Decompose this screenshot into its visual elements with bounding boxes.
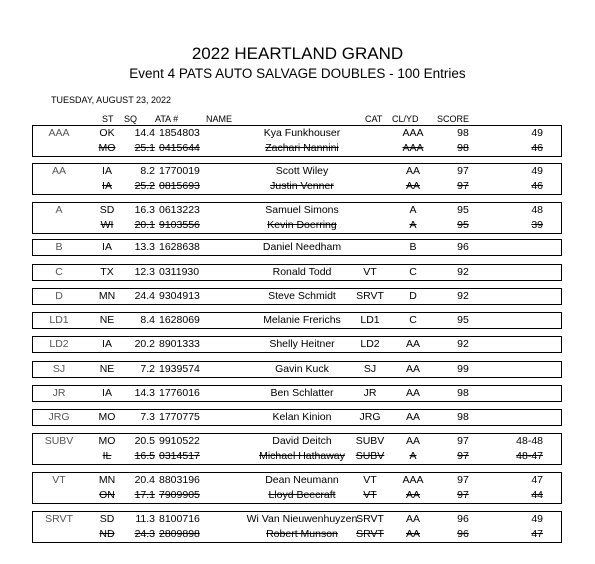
cell-pts: 39: [531, 219, 543, 231]
cell-clyd: AA: [405, 165, 420, 177]
cell-name: Wi Van Nieuwenhuyzen: [246, 513, 358, 525]
cell-clyd: AA: [405, 513, 420, 525]
cell-st: WI: [100, 219, 114, 231]
table-row: [33, 289, 561, 304]
class-group-subv: [32, 433, 562, 465]
cell-cat: LD1: [360, 314, 380, 326]
cell-name: Kya Funkhouser: [263, 127, 341, 139]
cell-ata: 9910522: [159, 435, 200, 447]
table-row: [33, 488, 561, 503]
cell-clyd: A: [409, 450, 417, 462]
cell-cat: SJ: [363, 363, 377, 375]
table-row: [33, 473, 561, 488]
header-clyd: CL/YD: [392, 114, 419, 124]
cell-pts: 49: [531, 127, 543, 139]
class-label: VT: [52, 474, 66, 486]
cell-name: Samuel Simons: [265, 204, 339, 216]
cell-sq: 20.2: [134, 338, 155, 350]
table-row: [33, 512, 561, 527]
cell-ata: 0311930: [159, 266, 200, 278]
cell-ata: 0415644: [159, 142, 200, 154]
cell-ata: 0613223: [159, 204, 200, 216]
event-subtitle: Event 4 PATS AUTO SALVAGE DOUBLES - 100 Entries: [129, 66, 466, 81]
cell-pts: 48-48: [516, 435, 543, 447]
cell-clyd: AAA: [402, 142, 424, 154]
class-group-jrg: [32, 409, 562, 426]
cell-ata: 1770775: [159, 411, 200, 423]
cell-sq: 20.1: [134, 219, 155, 231]
cell-clyd: AA: [405, 338, 420, 350]
cell-ata: 1776016: [159, 387, 200, 399]
class-group-ld2: [32, 336, 562, 353]
table-row: [33, 337, 561, 352]
cell-cat: SRVT: [356, 290, 384, 302]
table-row: [33, 203, 561, 218]
cell-cat: VT: [363, 266, 377, 278]
class-group-jr: [32, 385, 562, 402]
cell-score: 96: [457, 241, 469, 253]
cell-score: 95: [457, 219, 469, 231]
cell-name: Zachari Nannini: [265, 142, 339, 154]
cell-st: IA: [102, 165, 112, 177]
cell-st: SD: [99, 204, 115, 216]
cell-st: MO: [98, 142, 116, 154]
cell-clyd: C: [409, 266, 417, 278]
class-group-aaa: [32, 125, 562, 157]
cell-ata: 0815693: [159, 180, 200, 192]
class-group-b: [32, 239, 562, 256]
cell-clyd: AA: [405, 387, 420, 399]
class-label: B: [55, 241, 63, 253]
cell-score: 95: [457, 314, 469, 326]
table-row: [33, 141, 561, 156]
table-row: [33, 218, 561, 233]
cell-st: MO: [98, 411, 116, 423]
cell-ata: 0314517: [159, 450, 200, 462]
cell-score: 98: [457, 387, 469, 399]
cell-st: NE: [99, 363, 115, 375]
cell-ata: 1939574: [159, 363, 200, 375]
cell-st: IA: [102, 241, 112, 253]
cell-score: 99: [457, 363, 469, 375]
cell-score: 97: [457, 450, 469, 462]
class-group-ld1: [32, 312, 562, 329]
header-st: ST: [102, 114, 114, 124]
class-group-d: [32, 288, 562, 305]
class-label: D: [55, 290, 63, 302]
cell-score: 98: [457, 411, 469, 423]
header-name: NAME: [206, 114, 233, 124]
cell-st: ON: [99, 489, 115, 501]
class-label: AA: [51, 165, 66, 177]
cell-score: 98: [457, 127, 469, 139]
table-row: [33, 434, 561, 449]
cell-sq: 14.4: [134, 127, 155, 139]
cell-sq: 11.3: [135, 513, 155, 525]
cell-st: SD: [99, 513, 115, 525]
cell-ata: 8901333: [159, 338, 200, 350]
cell-cat: SUBV: [355, 450, 385, 462]
cell-score: 97: [457, 180, 469, 192]
cell-name: Ben Schlatter: [270, 387, 334, 399]
cell-clyd: AA: [405, 435, 420, 447]
class-group-vt: [32, 472, 562, 504]
cell-cat: JR: [363, 387, 377, 399]
cell-ata: 7909905: [159, 489, 200, 501]
cell-score: 92: [457, 266, 469, 278]
cell-clyd: B: [409, 241, 417, 253]
cell-st: ND: [99, 528, 115, 540]
table-row: [33, 179, 561, 194]
cell-sq: 25.1: [134, 142, 155, 154]
cell-name: David Deitch: [272, 435, 332, 447]
cell-sq: 8.4: [140, 314, 155, 326]
cell-score: 92: [457, 290, 469, 302]
cell-sq: 16.3: [134, 204, 155, 216]
table-row: [33, 527, 561, 542]
cell-pts: 48-47: [516, 450, 543, 462]
event-date: TUESDAY, AUGUST 23, 2022: [51, 95, 172, 105]
cell-clyd: AAA: [402, 474, 424, 486]
table-row: [33, 386, 561, 401]
cell-pts: 44: [531, 489, 543, 501]
header-cat: CAT: [365, 114, 383, 124]
class-label: AAA: [48, 127, 70, 139]
table-row: [33, 313, 561, 328]
cell-clyd: AA: [405, 489, 420, 501]
cell-name: Kevin Doerring: [267, 219, 337, 231]
cell-clyd: D: [409, 290, 417, 302]
cell-name: Ronald Todd: [272, 266, 332, 278]
class-label: SUBV: [44, 435, 74, 447]
cell-sq: 20.4: [134, 474, 155, 486]
cell-sq: 25.2: [134, 180, 155, 192]
table-row: [33, 240, 561, 255]
cell-sq: 17.1: [134, 489, 155, 501]
class-label: JR: [52, 387, 66, 399]
cell-name: Robert Munson: [266, 528, 338, 540]
page-title: 2022 HEARTLAND GRAND: [191, 44, 404, 63]
class-group-sj: [32, 361, 562, 378]
cell-st: TX: [100, 266, 114, 278]
class-group-a: [32, 202, 562, 234]
class-group-srvt: [32, 511, 562, 543]
cell-st: MN: [98, 290, 116, 302]
cell-name: Daniel Needham: [262, 241, 342, 253]
cell-clyd: A: [409, 219, 417, 231]
cell-st: IA: [102, 180, 112, 192]
cell-name: Justin Venner: [270, 180, 334, 192]
cell-cat: SRVT: [356, 528, 384, 540]
header-ata: ATA #: [155, 114, 179, 124]
cell-st: OK: [99, 127, 115, 139]
cell-score: 96: [457, 513, 469, 525]
cell-st: NE: [99, 314, 115, 326]
cell-score: 95: [457, 204, 469, 216]
class-label: SRVT: [45, 513, 73, 525]
cell-clyd: A: [409, 204, 417, 216]
cell-st: MN: [98, 474, 116, 486]
cell-ata: 9103556: [159, 219, 200, 231]
cell-cat: LD2: [360, 338, 380, 350]
table-row: [33, 265, 561, 280]
cell-sq: 8.2: [140, 165, 155, 177]
cell-sq: 12.3: [134, 266, 155, 278]
cell-pts: 49: [531, 513, 543, 525]
cell-clyd: AA: [405, 528, 420, 540]
class-label: LD1: [49, 314, 69, 326]
header-sq: SQ: [124, 114, 138, 124]
cell-name: Shelly Heitner: [269, 338, 335, 350]
class-label: LD2: [49, 338, 69, 350]
cell-pts: 46: [531, 142, 543, 154]
table-row: [33, 126, 561, 141]
cell-name: Dean Neumann: [265, 474, 339, 486]
cell-score: 97: [457, 489, 469, 501]
class-label: C: [55, 266, 63, 278]
cell-st: MO: [98, 435, 116, 447]
cell-score: 92: [457, 338, 469, 350]
class-label: SJ: [52, 363, 66, 375]
cell-cat: VT: [363, 489, 377, 501]
class-group-c: [32, 264, 562, 281]
cell-ata: 1854803: [159, 127, 200, 139]
table-row: [33, 362, 561, 377]
cell-name: Michael Hathaway: [259, 450, 345, 462]
cell-st: IA: [102, 387, 112, 399]
table-row: [33, 164, 561, 179]
cell-sq: 13.3: [134, 241, 155, 253]
cell-name: Melanie Frerichs: [263, 314, 341, 326]
cell-sq: 16.5: [134, 450, 155, 462]
cell-score: 97: [457, 474, 469, 486]
cell-score: 98: [457, 142, 469, 154]
cell-pts: 47: [531, 528, 543, 540]
table-row: [33, 449, 561, 464]
cell-ata: 8803196: [159, 474, 200, 486]
cell-st: IL: [102, 450, 112, 462]
cell-name: Kelan Kinion: [272, 411, 332, 423]
cell-name: Lloyd Beecraft: [268, 489, 336, 501]
cell-sq: 24.3: [134, 528, 155, 540]
cell-ata: 8100716: [159, 513, 200, 525]
header-score: SCORE: [437, 114, 470, 124]
table-row: [33, 410, 561, 425]
cell-sq: 7.3: [140, 411, 155, 423]
cell-name: Steve Schmidt: [268, 290, 336, 302]
cell-name: Gavin Kuck: [275, 363, 329, 375]
cell-st: IA: [102, 338, 112, 350]
cell-pts: 46: [531, 180, 543, 192]
cell-cat: VT: [363, 474, 377, 486]
cell-ata: 1770019: [159, 165, 200, 177]
cell-sq: 7.2: [140, 363, 155, 375]
cell-ata: 1628069: [159, 314, 200, 326]
cell-ata: 9304913: [159, 290, 200, 302]
cell-cat: SUBV: [355, 435, 385, 447]
cell-score: 96: [457, 528, 469, 540]
cell-sq: 14.3: [134, 387, 155, 399]
cell-name: Scott Wiley: [275, 165, 329, 177]
cell-pts: 47: [531, 474, 543, 486]
cell-ata: 2809898: [159, 528, 200, 540]
cell-clyd: AA: [405, 363, 420, 375]
cell-clyd: AAA: [402, 127, 424, 139]
cell-score: 97: [457, 165, 469, 177]
class-label: A: [55, 204, 63, 216]
cell-score: 97: [457, 435, 469, 447]
cell-clyd: AA: [405, 411, 420, 423]
cell-ata: 1628638: [159, 241, 200, 253]
cell-clyd: AA: [405, 180, 420, 192]
cell-sq: 24.4: [134, 290, 155, 302]
cell-pts: 49: [531, 165, 543, 177]
cell-cat: SRVT: [356, 513, 384, 525]
class-group-aa: [32, 163, 562, 195]
cell-cat: JRG: [359, 411, 381, 423]
class-label: JRG: [48, 411, 70, 423]
cell-clyd: C: [409, 314, 417, 326]
cell-sq: 20.5: [134, 435, 155, 447]
cell-pts: 48: [531, 204, 543, 216]
